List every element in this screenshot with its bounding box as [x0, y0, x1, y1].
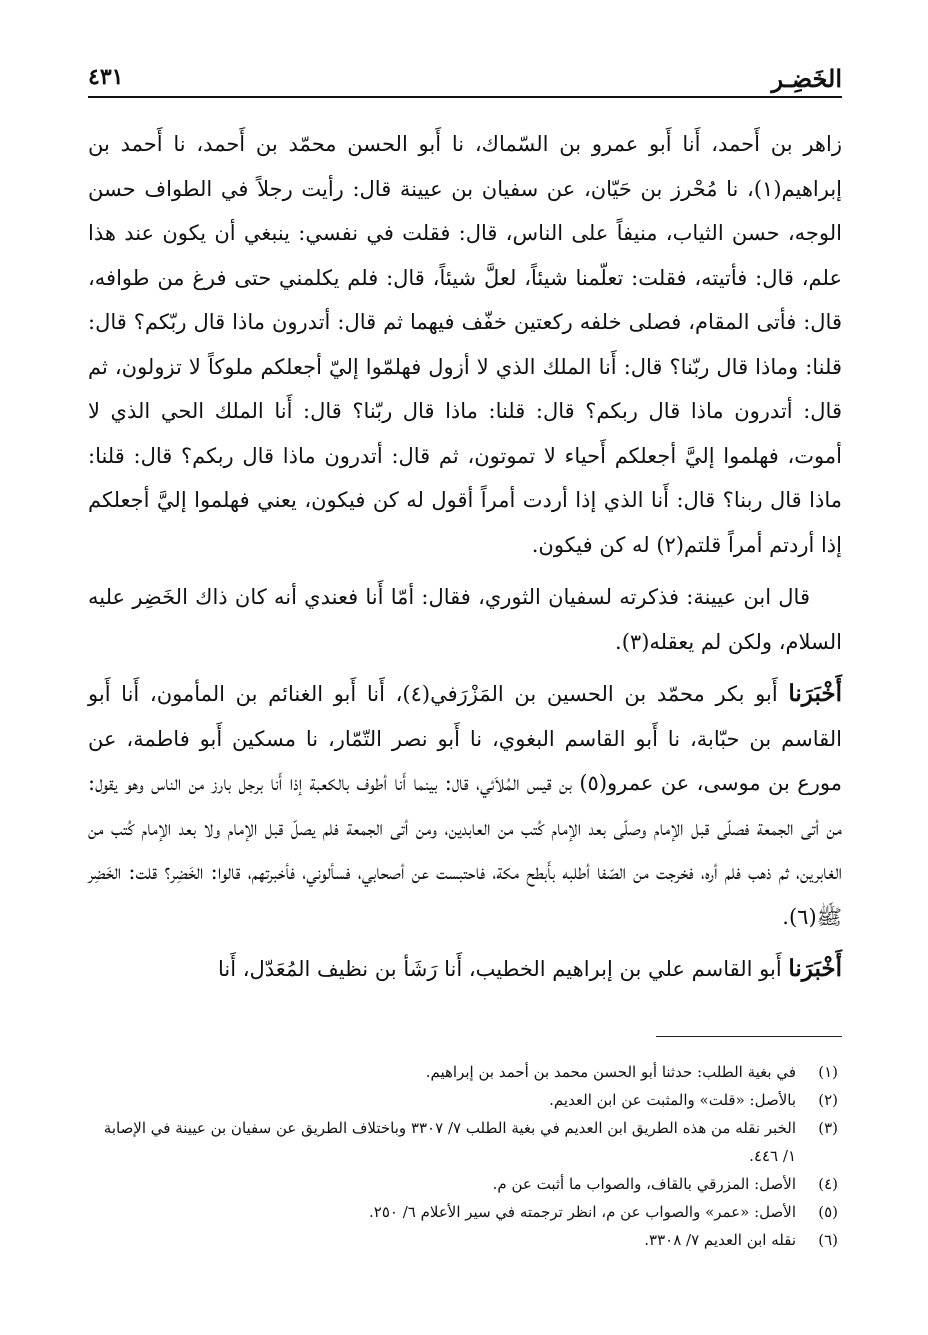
page-number: ٤٣١: [88, 64, 124, 90]
footnote-number: (٤): [818, 1175, 838, 1193]
paragraph-4: [88, 947, 842, 992]
footnote-item: [88, 1170, 842, 1198]
footnote-number: (٢): [818, 1091, 838, 1109]
page-header: [88, 58, 842, 98]
running-title: الخَضِـر: [771, 64, 842, 93]
footnote-text: في بغية الطلب: حدثنا أبو الحسن محمد بن أحمد بن إبراهيم.: [425, 1063, 796, 1081]
paragraph-4-text: أَبو القاسم علي بن إبراهيم الخطيب، أَنا رَشَأ بن نظيف المُعَدّل، أَنا: [218, 957, 789, 981]
footnote-item: [88, 1058, 842, 1086]
paragraph-3-text: أَبو بكر محمّد بن الحسين بن المَزْرَفي(٤)، أَنا أَبو الغنائم بن المأمون، أَنا أَبو القاسم بن حبّابة، نا أَبو القاسم البغوي، نا أَبو نصر التّمّار، نا مسكين أَبو فاطمة، عن مورع بن موسى، عن عمرو(٥) بن قيس المُلاَئي، قال: بينما أَنا أطوف بالكعبة إذا أَنا برجل بارز من الناس وهو يقول: من أتى الجمعة فصلّى قبل الإمام وصلّى بعد الإمام كُتب من العابدين، ومن أتى الجمعة فلم يصلّ قبل الإمام ولا بعد الإمام كُتب من الغابرين، ثم ذهب فلم أره، فخرجت من الصّفا أطلبه بأَبطح مكة، فاحتبست عن أصحابي، فسألوني، فأخبرتهم، قالوا: الخَضِر؟ قلت: الخَضِر ﷺ(٦).: [88, 682, 842, 929]
footnote-item: [88, 1198, 842, 1226]
footnote-number: (٦): [818, 1231, 838, 1249]
footnote-text: الخبر نقله من هذه الطريق ابن العديم في بغية الطلب ٧/ ٣٣٠٧ وباختلاف الطريق عن سفيان بن عيينة في الإصابة ١/ ٤٤٦.: [103, 1119, 796, 1165]
footnote-number: (١): [818, 1063, 838, 1081]
footnote-text: الأصل: «عمر» والصواب عن م، انظر ترجمته في سير الأعلام ٦/ ٢٥٠.: [368, 1203, 796, 1221]
footnote-text: الأصل: المزرقي بالقاف، والصواب ما أثبت عن م.: [492, 1175, 796, 1193]
footnote-item: [88, 1226, 842, 1254]
footnote-number: (٣): [818, 1119, 838, 1137]
paragraph-2: قال ابن عيينة: فذكرته لسفيان الثوري، فقال: أمّا أَنا فعندي أنه كان ذاك الخَضِر عليه السلام، ولكن لم يعقله(٣).: [88, 585, 842, 654]
footnote-item: [88, 1086, 842, 1114]
footnote-text: بالأصل: «قلت» والمثبت عن ابن العديم.: [549, 1091, 796, 1109]
footnote-item: [88, 1114, 842, 1170]
footnote-text: نقله ابن العديم ٧/ ٣٣٠٨.: [644, 1231, 796, 1249]
footnote-separator: [656, 1036, 842, 1037]
paragraph-3: [88, 672, 842, 939]
main-text: [88, 122, 842, 992]
paragraph-lead-word: أَخْبَرَنا: [788, 680, 842, 707]
footnotes: [88, 1058, 842, 1254]
paragraph-1: زاهر بن أَحمد، أَنا أَبو عمرو بن السّماك، نا أَبو الحسن محمّد بن أَحمد، نا أَحمد بن إبراهيم(١)، نا مُحْرز بن حَيّان، عن سفيان بن عيينة قال: رأيت رجلاً في الطواف حسن الوجه، حسن الثياب، منيفاً على الناس، قال: فقلت في نفسي: ينبغي أن يكون عند هذا علم، قال: فأتيته، فقلت: تعلّمنا شيئاً، لعلَّ شيئاً، قال: فلم يكلمني حتى فرغ من طوافه، قال: فأتى المقام، فصلى خلفه ركعتين خفّف فيهما ثم قال: أتدرون ماذا قال ربّكم؟ قال: قلنا: وماذا قال ربّنا؟ قال: أَنا الملك الذي لا أزول فهلمّوا إليّ أجعلكم ملوكاً لا تزولون، ثم قال: أتدرون ماذا قال ربكم؟ قال: قلنا: ماذا قال ربّنا؟ قال: أَنا الملك الحي الذي لا أموت، فهلموا إليَّ أجعلكم أَحياء لا تموتون، ثم قال: أتدرون ماذا قال ربكم؟ قال: قلنا: ماذا قال ربنا؟ قال: أَنا الذي إذا أردت أمراً أقول له كن فيكون، يعني فهلموا إليَّ أجعلكم إذا أردتم أمراً قلتم(٢) له كن فيكون.: [88, 132, 842, 557]
footnote-number: (٥): [818, 1203, 838, 1221]
paragraph-lead-word: أَخْبَرَنا: [788, 955, 842, 982]
